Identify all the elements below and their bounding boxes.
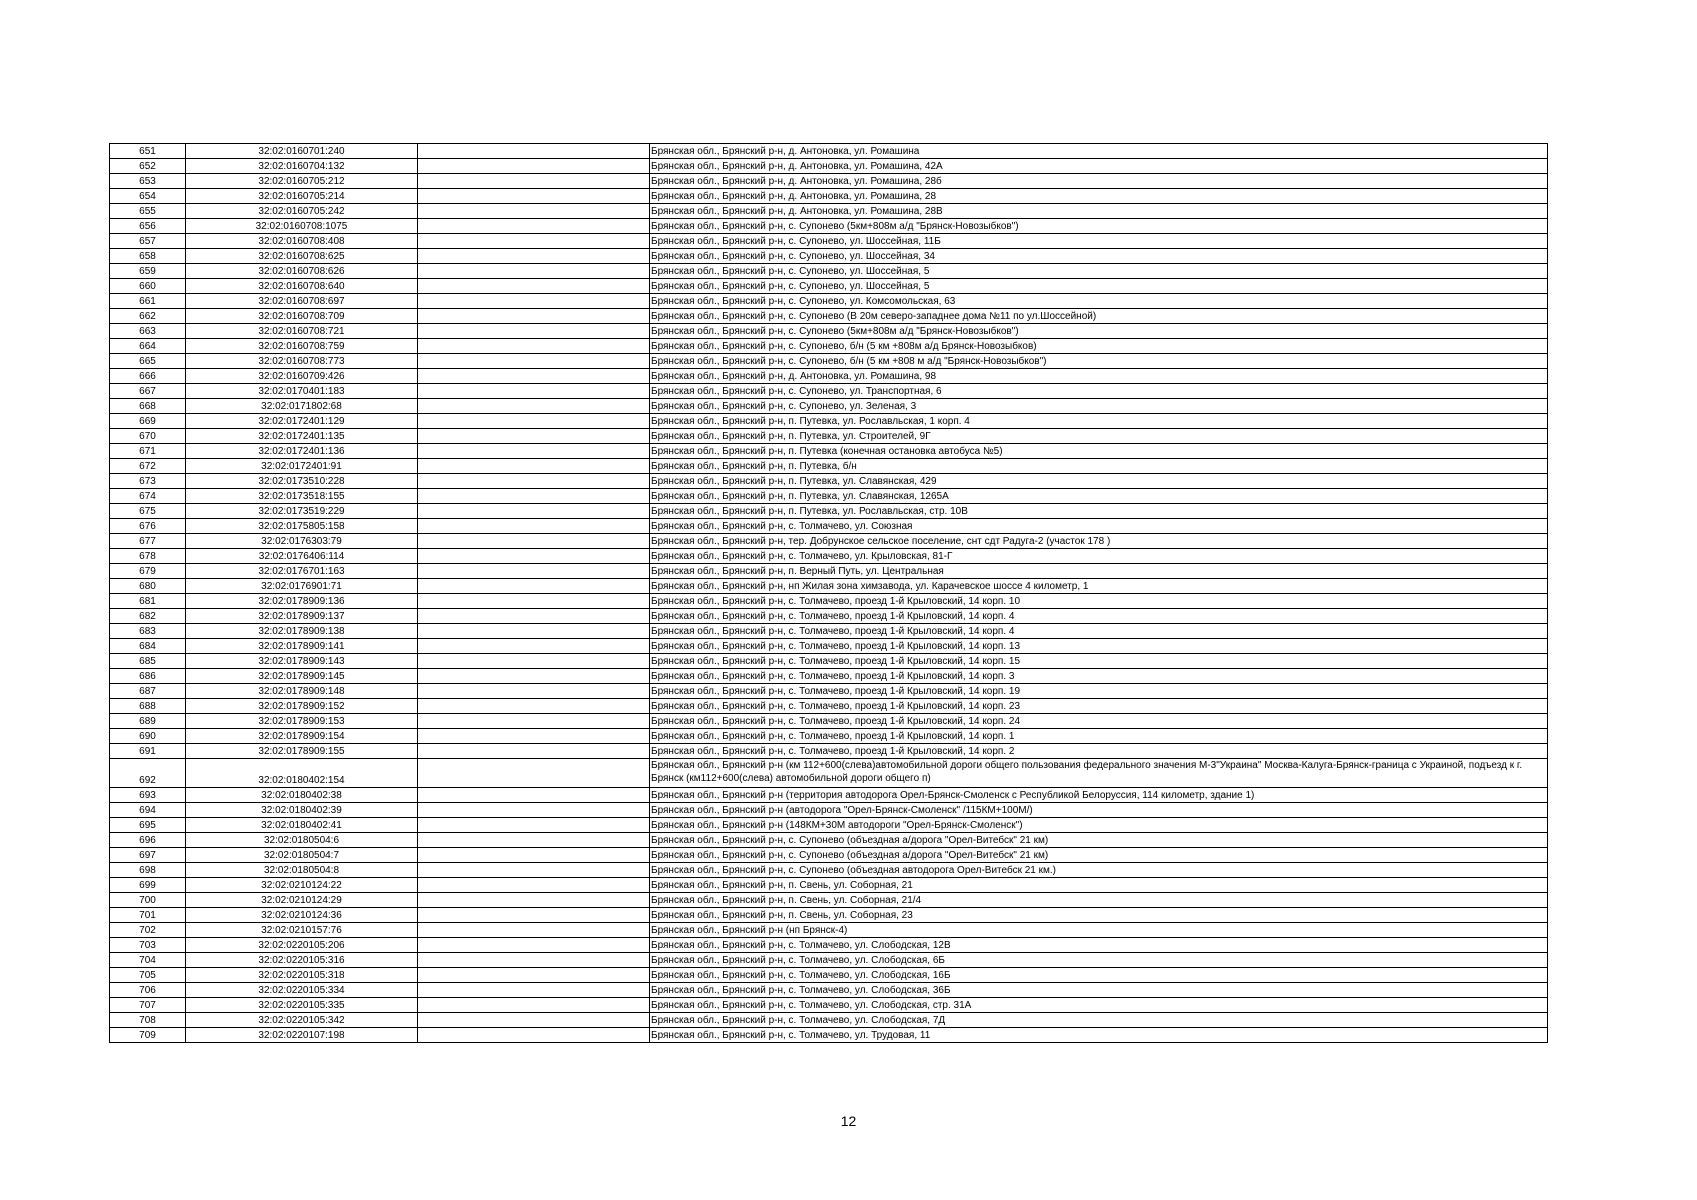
table-row: [110, 759, 1548, 788]
cadastral-number-cell: 32:02:0180504:6: [186, 833, 418, 848]
table-row: [110, 189, 1548, 204]
table-row: [110, 204, 1548, 219]
empty-cell: [418, 908, 650, 923]
cadastral-number-cell: 32:02:0178909:153: [186, 714, 418, 729]
row-number-cell: 659: [110, 264, 186, 279]
cadastral-number-cell: 32:02:0160708:640: [186, 279, 418, 294]
table-row: [110, 234, 1548, 249]
objects-table: [109, 143, 1548, 1043]
cadastral-number-cell: 32:02:0210124:29: [186, 893, 418, 908]
row-number-cell: 651: [110, 144, 186, 159]
cadastral-number-cell: 32:02:0220105:335: [186, 998, 418, 1013]
cadastral-number-cell: 32:02:0172401:135: [186, 429, 418, 444]
empty-cell: [418, 519, 650, 534]
table-row: [110, 938, 1548, 953]
empty-cell: [418, 863, 650, 878]
address-cell: Брянская обл., Брянский р-н, с. Толмачево, проезд 1-й Крыловский, 14 корп. 4: [650, 609, 1548, 624]
table-row: [110, 519, 1548, 534]
table-row: [110, 264, 1548, 279]
address-cell: Брянская обл., Брянский р-н, с. Супонево, ул. Комсомольская, 63: [650, 294, 1548, 309]
table-row: [110, 968, 1548, 983]
cadastral-number-cell: 32:02:0160705:212: [186, 174, 418, 189]
address-cell: Брянская обл., Брянский р-н, с. Толмачево, проезд 1-й Крыловский, 14 корп. 1: [650, 729, 1548, 744]
address-cell: Брянская обл., Брянский р-н, п. Путевка, ул. Славянская, 1265А: [650, 489, 1548, 504]
table-row: [110, 654, 1548, 669]
empty-cell: [418, 414, 650, 429]
table-row: [110, 474, 1548, 489]
cadastral-number-cell: 32:02:0176701:163: [186, 564, 418, 579]
cadastral-number-cell: 32:02:0178909:145: [186, 669, 418, 684]
address-cell: Брянская обл., Брянский р-н, п. Свень, ул. Соборная, 23: [650, 908, 1548, 923]
empty-cell: [418, 159, 650, 174]
row-number-cell: 684: [110, 639, 186, 654]
empty-cell: [418, 384, 650, 399]
table-row: [110, 1013, 1548, 1028]
empty-cell: [418, 938, 650, 953]
row-number-cell: 708: [110, 1013, 186, 1028]
row-number-cell: 687: [110, 684, 186, 699]
address-cell: Брянская обл., Брянский р-н (территория автодорога Орел-Брянск-Смоленск с Республикой Белоруссия, 114 километр, здание 1): [650, 788, 1548, 803]
empty-cell: [418, 459, 650, 474]
row-number-cell: 660: [110, 279, 186, 294]
table-row: [110, 923, 1548, 938]
cadastral-number-cell: 32:02:0176303:79: [186, 534, 418, 549]
empty-cell: [418, 594, 650, 609]
cadastral-number-cell: 32:02:0220107:198: [186, 1028, 418, 1043]
cadastral-number-cell: 32:02:0180504:8: [186, 863, 418, 878]
cadastral-number-cell: 32:02:0180402:154: [186, 759, 418, 788]
row-number-cell: 699: [110, 878, 186, 893]
empty-cell: [418, 219, 650, 234]
cadastral-number-cell: 32:02:0180402:38: [186, 788, 418, 803]
empty-cell: [418, 788, 650, 803]
address-cell: Брянская обл., Брянский р-н, д. Антоновка, ул. Ромашина, 98: [650, 369, 1548, 384]
row-number-cell: 702: [110, 923, 186, 938]
table-row: [110, 399, 1548, 414]
table-row: [110, 878, 1548, 893]
empty-cell: [418, 399, 650, 414]
address-cell: Брянская обл., Брянский р-н, с. Супонево, ул. Шоссейная, 11Б: [650, 234, 1548, 249]
empty-cell: [418, 339, 650, 354]
cadastral-number-cell: 32:02:0160708:709: [186, 309, 418, 324]
row-number-cell: 676: [110, 519, 186, 534]
table-body: [110, 144, 1548, 1043]
table-row: [110, 669, 1548, 684]
row-number-cell: 683: [110, 624, 186, 639]
address-cell: Брянская обл., Брянский р-н, с. Толмачево, проезд 1-й Крыловский, 14 корп. 3: [650, 669, 1548, 684]
address-cell: Брянская обл., Брянский р-н, тер. Добрунское сельское поселение, снт сдт Радуга-2 (участок 178 ): [650, 534, 1548, 549]
empty-cell: [418, 444, 650, 459]
cadastral-number-cell: 32:02:0160708:721: [186, 324, 418, 339]
row-number-cell: 658: [110, 249, 186, 264]
row-number-cell: 679: [110, 564, 186, 579]
address-cell: Брянская обл., Брянский р-н, с. Толмачево, проезд 1-й Крыловский, 14 корп. 24: [650, 714, 1548, 729]
empty-cell: [418, 803, 650, 818]
row-number-cell: 669: [110, 414, 186, 429]
address-cell: Брянская обл., Брянский р-н, с. Супонево, ул. Шоссейная, 5: [650, 279, 1548, 294]
address-cell: Брянская обл., Брянский р-н (автодорога "Орел-Брянск-Смоленск" /115КМ+100М/): [650, 803, 1548, 818]
row-number-cell: 704: [110, 953, 186, 968]
empty-cell: [418, 234, 650, 249]
address-cell: Брянская обл., Брянский р-н, с. Супонево (5км+808м а/д "Брянск-Новозыбков"): [650, 324, 1548, 339]
empty-cell: [418, 968, 650, 983]
address-cell: Брянская обл., Брянский р-н (148КМ+30М автодороги "Орел-Брянск-Смоленск"): [650, 818, 1548, 833]
cadastral-number-cell: 32:02:0178909:136: [186, 594, 418, 609]
row-number-cell: 673: [110, 474, 186, 489]
row-number-cell: 665: [110, 354, 186, 369]
cadastral-number-cell: 32:02:0210157:76: [186, 923, 418, 938]
address-cell: Брянская обл., Брянский р-н (км 112+600(слева)автомобильной дороги общего пользования федерального значения М-3"Украина" Москва-Калуга-Брянск-граница с Украиной, подъезд к г. Брянск (км112+600(слева) автомобильной дороги общего п): [650, 759, 1548, 788]
address-cell: Брянская обл., Брянский р-н, с. Супонево (5км+808м а/д "Брянск-Новозыбков"): [650, 219, 1548, 234]
address-cell: Брянская обл., Брянский р-н, п. Путевка (конечная остановка автобуса №5): [650, 444, 1548, 459]
cadastral-number-cell: 32:02:0176901:71: [186, 579, 418, 594]
empty-cell: [418, 504, 650, 519]
empty-cell: [418, 249, 650, 264]
row-number-cell: 692: [110, 759, 186, 788]
address-cell: Брянская обл., Брянский р-н, п. Свень, ул. Соборная, 21: [650, 878, 1548, 893]
empty-cell: [418, 818, 650, 833]
address-cell: Брянская обл., Брянский р-н, д. Антоновка, ул. Ромашина, 42А: [650, 159, 1548, 174]
cadastral-number-cell: 32:02:0172401:129: [186, 414, 418, 429]
row-number-cell: 701: [110, 908, 186, 923]
table-row: [110, 309, 1548, 324]
empty-cell: [418, 923, 650, 938]
empty-cell: [418, 174, 650, 189]
cadastral-number-cell: 32:02:0171802:68: [186, 399, 418, 414]
empty-cell: [418, 1013, 650, 1028]
empty-cell: [418, 998, 650, 1013]
row-number-cell: 654: [110, 189, 186, 204]
address-cell: Брянская обл., Брянский р-н, с. Супонево, б/н (5 км +808 м а/д "Брянск-Новозыбков"): [650, 354, 1548, 369]
table-row: [110, 729, 1548, 744]
cadastral-number-cell: 32:02:0178909:143: [186, 654, 418, 669]
empty-cell: [418, 669, 650, 684]
address-cell: Брянская обл., Брянский р-н, с. Супонево (объездная а/дорога "Орел-Витебск" 21 км): [650, 833, 1548, 848]
address-cell: Брянская обл., Брянский р-н, д. Антоновка, ул. Ромашина, 28В: [650, 204, 1548, 219]
row-number-cell: 653: [110, 174, 186, 189]
address-cell: Брянская обл., Брянский р-н, с. Толмачево, проезд 1-й Крыловский, 14 корп. 15: [650, 654, 1548, 669]
empty-cell: [418, 354, 650, 369]
table-row: [110, 294, 1548, 309]
address-cell: Брянская обл., Брянский р-н, с. Толмачево, проезд 1-й Крыловский, 14 корп. 23: [650, 699, 1548, 714]
table-row: [110, 444, 1548, 459]
row-number-cell: 709: [110, 1028, 186, 1043]
empty-cell: [418, 744, 650, 759]
address-cell: Брянская обл., Брянский р-н, с. Толмачево, ул. Слободская, 6Б: [650, 953, 1548, 968]
table-row: [110, 609, 1548, 624]
address-cell: Брянская обл., Брянский р-н, с. Толмачево, ул. Слободская, стр. 31А: [650, 998, 1548, 1013]
empty-cell: [418, 684, 650, 699]
row-number-cell: 656: [110, 219, 186, 234]
address-cell: Брянская обл., Брянский р-н (нп Брянск-4): [650, 923, 1548, 938]
empty-cell: [418, 654, 650, 669]
empty-cell: [418, 324, 650, 339]
table-row: [110, 833, 1548, 848]
row-number-cell: 700: [110, 893, 186, 908]
table-row: [110, 908, 1548, 923]
cadastral-number-cell: 32:02:0160708:773: [186, 354, 418, 369]
empty-cell: [418, 279, 650, 294]
empty-cell: [418, 639, 650, 654]
address-cell: Брянская обл., Брянский р-н, с. Толмачево, ул. Трудовая, 11: [650, 1028, 1548, 1043]
empty-cell: [418, 564, 650, 579]
address-cell: Брянская обл., Брянский р-н, п. Путевка, б/н: [650, 459, 1548, 474]
row-number-cell: 661: [110, 294, 186, 309]
cadastral-number-cell: 32:02:0220105:318: [186, 968, 418, 983]
empty-cell: [418, 609, 650, 624]
row-number-cell: 674: [110, 489, 186, 504]
empty-cell: [418, 369, 650, 384]
empty-cell: [418, 848, 650, 863]
table-row: [110, 354, 1548, 369]
address-cell: Брянская обл., Брянский р-н, п. Свень, ул. Соборная, 21/4: [650, 893, 1548, 908]
cadastral-number-cell: 32:02:0160709:426: [186, 369, 418, 384]
cadastral-number-cell: 32:02:0173518:155: [186, 489, 418, 504]
address-cell: Брянская обл., Брянский р-н, д. Антоновка, ул. Ромашина, 28: [650, 189, 1548, 204]
table-row: [110, 384, 1548, 399]
row-number-cell: 680: [110, 579, 186, 594]
address-cell: Брянская обл., Брянский р-н, нп Жилая зона химзавода, ул. Карачевское шоссе 4 километр, 1: [650, 579, 1548, 594]
address-cell: Брянская обл., Брянский р-н, с. Супонево, ул. Шоссейная, 34: [650, 249, 1548, 264]
table-row: [110, 219, 1548, 234]
cadastral-number-cell: 32:02:0220105:342: [186, 1013, 418, 1028]
cadastral-number-cell: 32:02:0160704:132: [186, 159, 418, 174]
empty-cell: [418, 204, 650, 219]
table-row: [110, 624, 1548, 639]
table-row: [110, 279, 1548, 294]
row-number-cell: 670: [110, 429, 186, 444]
empty-cell: [418, 714, 650, 729]
row-number-cell: 662: [110, 309, 186, 324]
cadastral-number-cell: 32:02:0160701:240: [186, 144, 418, 159]
empty-cell: [418, 294, 650, 309]
row-number-cell: 694: [110, 803, 186, 818]
empty-cell: [418, 429, 650, 444]
table-row: [110, 818, 1548, 833]
row-number-cell: 666: [110, 369, 186, 384]
cadastral-number-cell: 32:02:0172401:136: [186, 444, 418, 459]
cadastral-number-cell: 32:02:0176406:114: [186, 549, 418, 564]
address-cell: Брянская обл., Брянский р-н, д. Антоновка, ул. Ромашина, 28б: [650, 174, 1548, 189]
address-cell: Брянская обл., Брянский р-н, с. Супонево, ул. Шоссейная, 5: [650, 264, 1548, 279]
row-number-cell: 677: [110, 534, 186, 549]
table-row: [110, 788, 1548, 803]
row-number-cell: 691: [110, 744, 186, 759]
empty-cell: [418, 983, 650, 998]
address-cell: Брянская обл., Брянский р-н, с. Супонево (объездная а/дорога "Орел-Витебск" 21 км): [650, 848, 1548, 863]
row-number-cell: 655: [110, 204, 186, 219]
table-row: [110, 174, 1548, 189]
empty-cell: [418, 474, 650, 489]
cadastral-number-cell: 32:02:0210124:22: [186, 878, 418, 893]
table-row: [110, 414, 1548, 429]
row-number-cell: 672: [110, 459, 186, 474]
cadastral-number-cell: 32:02:0175805:158: [186, 519, 418, 534]
cadastral-number-cell: 32:02:0180504:7: [186, 848, 418, 863]
cadastral-number-cell: 32:02:0210124:36: [186, 908, 418, 923]
cadastral-number-cell: 32:02:0160708:1075: [186, 219, 418, 234]
table-row: [110, 684, 1548, 699]
empty-cell: [418, 549, 650, 564]
table-row: [110, 1028, 1548, 1043]
table-row: [110, 339, 1548, 354]
row-number-cell: 696: [110, 833, 186, 848]
cadastral-number-cell: 32:02:0173519:229: [186, 504, 418, 519]
address-cell: Брянская обл., Брянский р-н, п. Путевка, ул. Рославльская, стр. 10В: [650, 504, 1548, 519]
row-number-cell: 690: [110, 729, 186, 744]
cadastral-number-cell: 32:02:0178909:155: [186, 744, 418, 759]
page-number: 12: [840, 1113, 857, 1129]
address-cell: Брянская обл., Брянский р-н, п. Путевка, ул. Строителей, 9Г: [650, 429, 1548, 444]
cadastral-number-cell: 32:02:0160708:626: [186, 264, 418, 279]
address-cell: Брянская обл., Брянский р-н, п. Верный Путь, ул. Центральная: [650, 564, 1548, 579]
row-number-cell: 671: [110, 444, 186, 459]
row-number-cell: 675: [110, 504, 186, 519]
row-number-cell: 686: [110, 669, 186, 684]
address-cell: Брянская обл., Брянский р-н, с. Толмачево, ул. Слободская, 7Д: [650, 1013, 1548, 1028]
row-number-cell: 685: [110, 654, 186, 669]
address-cell: Брянская обл., Брянский р-н, с. Толмачево, ул. Союзная: [650, 519, 1548, 534]
cadastral-number-cell: 32:02:0180402:39: [186, 803, 418, 818]
row-number-cell: 693: [110, 788, 186, 803]
row-number-cell: 663: [110, 324, 186, 339]
row-number-cell: 707: [110, 998, 186, 1013]
table-row: [110, 549, 1548, 564]
table-row: [110, 714, 1548, 729]
row-number-cell: 657: [110, 234, 186, 249]
address-cell: Брянская обл., Брянский р-н, с. Супонево, ул. Транспортная, 6: [650, 384, 1548, 399]
address-cell: Брянская обл., Брянский р-н, п. Путевка, ул. Славянская, 429: [650, 474, 1548, 489]
row-number-cell: 682: [110, 609, 186, 624]
table-row: [110, 159, 1548, 174]
cadastral-number-cell: 32:02:0180402:41: [186, 818, 418, 833]
table-row: [110, 998, 1548, 1013]
address-cell: Брянская обл., Брянский р-н, с. Супонево, ул. Зеленая, 3: [650, 399, 1548, 414]
address-cell: Брянская обл., Брянский р-н, с. Толмачево, проезд 1-й Крыловский, 14 корп. 4: [650, 624, 1548, 639]
row-number-cell: 681: [110, 594, 186, 609]
empty-cell: [418, 893, 650, 908]
table-row: [110, 459, 1548, 474]
empty-cell: [418, 579, 650, 594]
cadastral-number-cell: 32:02:0173510:228: [186, 474, 418, 489]
address-cell: Брянская обл., Брянский р-н, с. Толмачево, проезд 1-й Крыловский, 14 корп. 10: [650, 594, 1548, 609]
address-cell: Брянская обл., Брянский р-н, с. Супонево (объездная автодорога Орел-Витебск 21 км.): [650, 863, 1548, 878]
empty-cell: [418, 624, 650, 639]
row-number-cell: 667: [110, 384, 186, 399]
cadastral-number-cell: 32:02:0170401:183: [186, 384, 418, 399]
table-row: [110, 429, 1548, 444]
row-number-cell: 698: [110, 863, 186, 878]
row-number-cell: 705: [110, 968, 186, 983]
empty-cell: [418, 534, 650, 549]
table-row: [110, 324, 1548, 339]
cadastral-number-cell: 32:02:0160708:697: [186, 294, 418, 309]
row-number-cell: 664: [110, 339, 186, 354]
table-row: [110, 579, 1548, 594]
empty-cell: [418, 833, 650, 848]
address-cell: Брянская обл., Брянский р-н, с. Супонево (В 20м северо-западнее дома №11 по ул.Шоссейной): [650, 309, 1548, 324]
table-row: [110, 144, 1548, 159]
table-row: [110, 369, 1548, 384]
cadastral-number-cell: 32:02:0160708:625: [186, 249, 418, 264]
cadastral-number-cell: 32:02:0220105:316: [186, 953, 418, 968]
empty-cell: [418, 189, 650, 204]
address-cell: Брянская обл., Брянский р-н, с. Толмачево, проезд 1-й Крыловский, 14 корп. 2: [650, 744, 1548, 759]
table-row: [110, 744, 1548, 759]
empty-cell: [418, 489, 650, 504]
row-number-cell: 652: [110, 159, 186, 174]
row-number-cell: 695: [110, 818, 186, 833]
address-cell: Брянская обл., Брянский р-н, д. Антоновка, ул. Ромашина: [650, 144, 1548, 159]
row-number-cell: 706: [110, 983, 186, 998]
address-cell: Брянская обл., Брянский р-н, п. Путевка, ул. Рославльская, 1 корп. 4: [650, 414, 1548, 429]
table-row: [110, 983, 1548, 998]
row-number-cell: 689: [110, 714, 186, 729]
empty-cell: [418, 144, 650, 159]
empty-cell: [418, 759, 650, 788]
empty-cell: [418, 264, 650, 279]
address-cell: Брянская обл., Брянский р-н, с. Толмачево, проезд 1-й Крыловский, 14 корп. 13: [650, 639, 1548, 654]
empty-cell: [418, 729, 650, 744]
empty-cell: [418, 1028, 650, 1043]
address-cell: Брянская обл., Брянский р-н, с. Толмачево, ул. Слободская, 36Б: [650, 983, 1548, 998]
cadastral-number-cell: 32:02:0178909:152: [186, 699, 418, 714]
empty-cell: [418, 699, 650, 714]
row-number-cell: 678: [110, 549, 186, 564]
cadastral-number-cell: 32:02:0178909:154: [186, 729, 418, 744]
address-cell: Брянская обл., Брянский р-н, с. Толмачево, ул. Слободская, 12В: [650, 938, 1548, 953]
table-row: [110, 893, 1548, 908]
table-row: [110, 534, 1548, 549]
table-row: [110, 639, 1548, 654]
cadastral-number-cell: 32:02:0220105:206: [186, 938, 418, 953]
address-cell: Брянская обл., Брянский р-н, с. Супонево, б/н (5 км +808м а/д Брянск-Новозыбков): [650, 339, 1548, 354]
table-row: [110, 249, 1548, 264]
cadastral-number-cell: 32:02:0160708:408: [186, 234, 418, 249]
cadastral-number-cell: 32:02:0178909:148: [186, 684, 418, 699]
cadastral-number-cell: 32:02:0220105:334: [186, 983, 418, 998]
row-number-cell: 688: [110, 699, 186, 714]
cadastral-number-cell: 32:02:0160708:759: [186, 339, 418, 354]
table-row: [110, 564, 1548, 579]
table-row: [110, 803, 1548, 818]
row-number-cell: 703: [110, 938, 186, 953]
cadastral-number-cell: 32:02:0178909:138: [186, 624, 418, 639]
row-number-cell: 668: [110, 399, 186, 414]
cadastral-number-cell: 32:02:0178909:137: [186, 609, 418, 624]
address-cell: Брянская обл., Брянский р-н, с. Толмачево, ул. Слободская, 16Б: [650, 968, 1548, 983]
address-cell: Брянская обл., Брянский р-н, с. Толмачево, проезд 1-й Крыловский, 14 корп. 19: [650, 684, 1548, 699]
empty-cell: [418, 309, 650, 324]
table-row: [110, 489, 1548, 504]
table-row: [110, 504, 1548, 519]
empty-cell: [418, 953, 650, 968]
row-number-cell: 697: [110, 848, 186, 863]
address-cell: Брянская обл., Брянский р-н, с. Толмачево, ул. Крыловская, 81-Г: [650, 549, 1548, 564]
cadastral-number-cell: 32:02:0178909:141: [186, 639, 418, 654]
table-row: [110, 699, 1548, 714]
table-row: [110, 594, 1548, 609]
cadastral-number-cell: 32:02:0160705:214: [186, 189, 418, 204]
table-row: [110, 863, 1548, 878]
cadastral-number-cell: 32:02:0160705:242: [186, 204, 418, 219]
empty-cell: [418, 878, 650, 893]
table-row: [110, 953, 1548, 968]
cadastral-number-cell: 32:02:0172401:91: [186, 459, 418, 474]
table-row: [110, 848, 1548, 863]
